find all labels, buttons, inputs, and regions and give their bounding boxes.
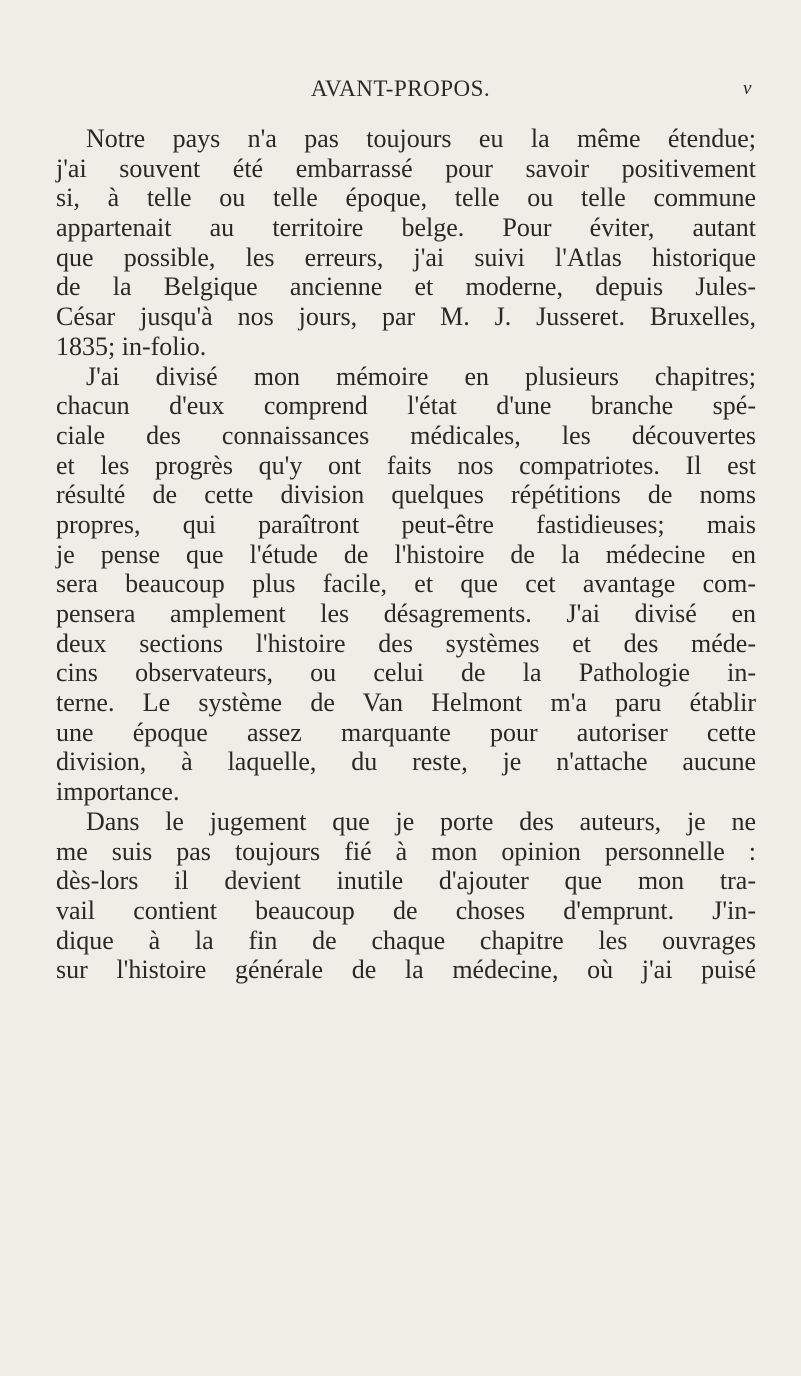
text-line: terne. Le système de Van Helmont m'a paru établir [56, 688, 756, 718]
text-line: une époque assez marquante pour autoriser cette [56, 717, 756, 747]
text-line: importance. [56, 777, 180, 807]
text-line: de la Belgique ancienne et moderne, depuis Jules- [56, 272, 756, 302]
text-line: dès-lors il devient inutile d'ajouter que mon tra- [56, 866, 756, 896]
paragraph-1 [56, 124, 756, 362]
text-line: pensera amplement les désagrements. J'ai divisé en [56, 599, 756, 628]
text-line: chacun d'eux comprend l'état d'une branche spé- [56, 391, 756, 421]
text-line: César jusqu'à nos jours, par M. J. Jusseret. Bruxelles, [56, 302, 756, 332]
text-line: sur l'histoire générale de la médecine, où j'ai puisé [56, 955, 756, 985]
text-line: si, à telle ou telle époque, telle ou telle commune [56, 183, 756, 213]
body-text [56, 124, 756, 985]
paragraph-3 [56, 807, 756, 985]
running-title: AVANT-PROPOS. [310, 76, 491, 101]
text-line: Notre pays n'a pas toujours eu la même étendue; [86, 124, 756, 153]
text-line: 1835; in-folio. [56, 331, 207, 361]
text-line: dique à la fin de chaque chapitre les ouvrages [56, 925, 756, 955]
text-line: division, à laquelle, du reste, je n'attache aucune [56, 747, 756, 777]
page-header [0, 76, 801, 106]
paragraph-2 [56, 362, 756, 807]
text-line: j'ai souvent été embarrassé pour savoir positivement [56, 153, 756, 183]
text-line: ciale des connaissances médicales, les découvertes [56, 420, 756, 450]
text-line: résulté de cette division quelques répétitions de noms [56, 480, 756, 510]
text-line: propres, qui paraîtront peut-être fastidieuses; mais [56, 509, 756, 539]
text-line: deux sections l'histoire des systèmes et des méde- [56, 628, 756, 658]
text-line: et les progrès qu'y ont faits nos compatriotes. Il est [56, 450, 756, 480]
text-line: me suis pas toujours fié à mon opinion personnelle : [56, 836, 756, 866]
text-line: appartenait au territoire belge. Pour éviter, autant [56, 213, 756, 243]
text-line: Dans le jugement que je porte des auteurs, je ne [86, 806, 756, 836]
text-line: cins observateurs, ou celui de la Pathologie in- [56, 658, 756, 688]
page-number: v [743, 78, 752, 99]
text-line: sera beaucoup plus facile, et que cet avantage com- [56, 569, 756, 599]
text-line: que possible, les erreurs, j'ai suivi l'Atlas historique [56, 242, 756, 272]
text-line: J'ai divisé mon mémoire en plusieurs chapitres; [86, 361, 756, 391]
text-line: vail contient beaucoup de choses d'emprunt. J'in- [56, 895, 756, 925]
text-line: je pense que l'étude de l'histoire de la médecine en [56, 539, 756, 569]
